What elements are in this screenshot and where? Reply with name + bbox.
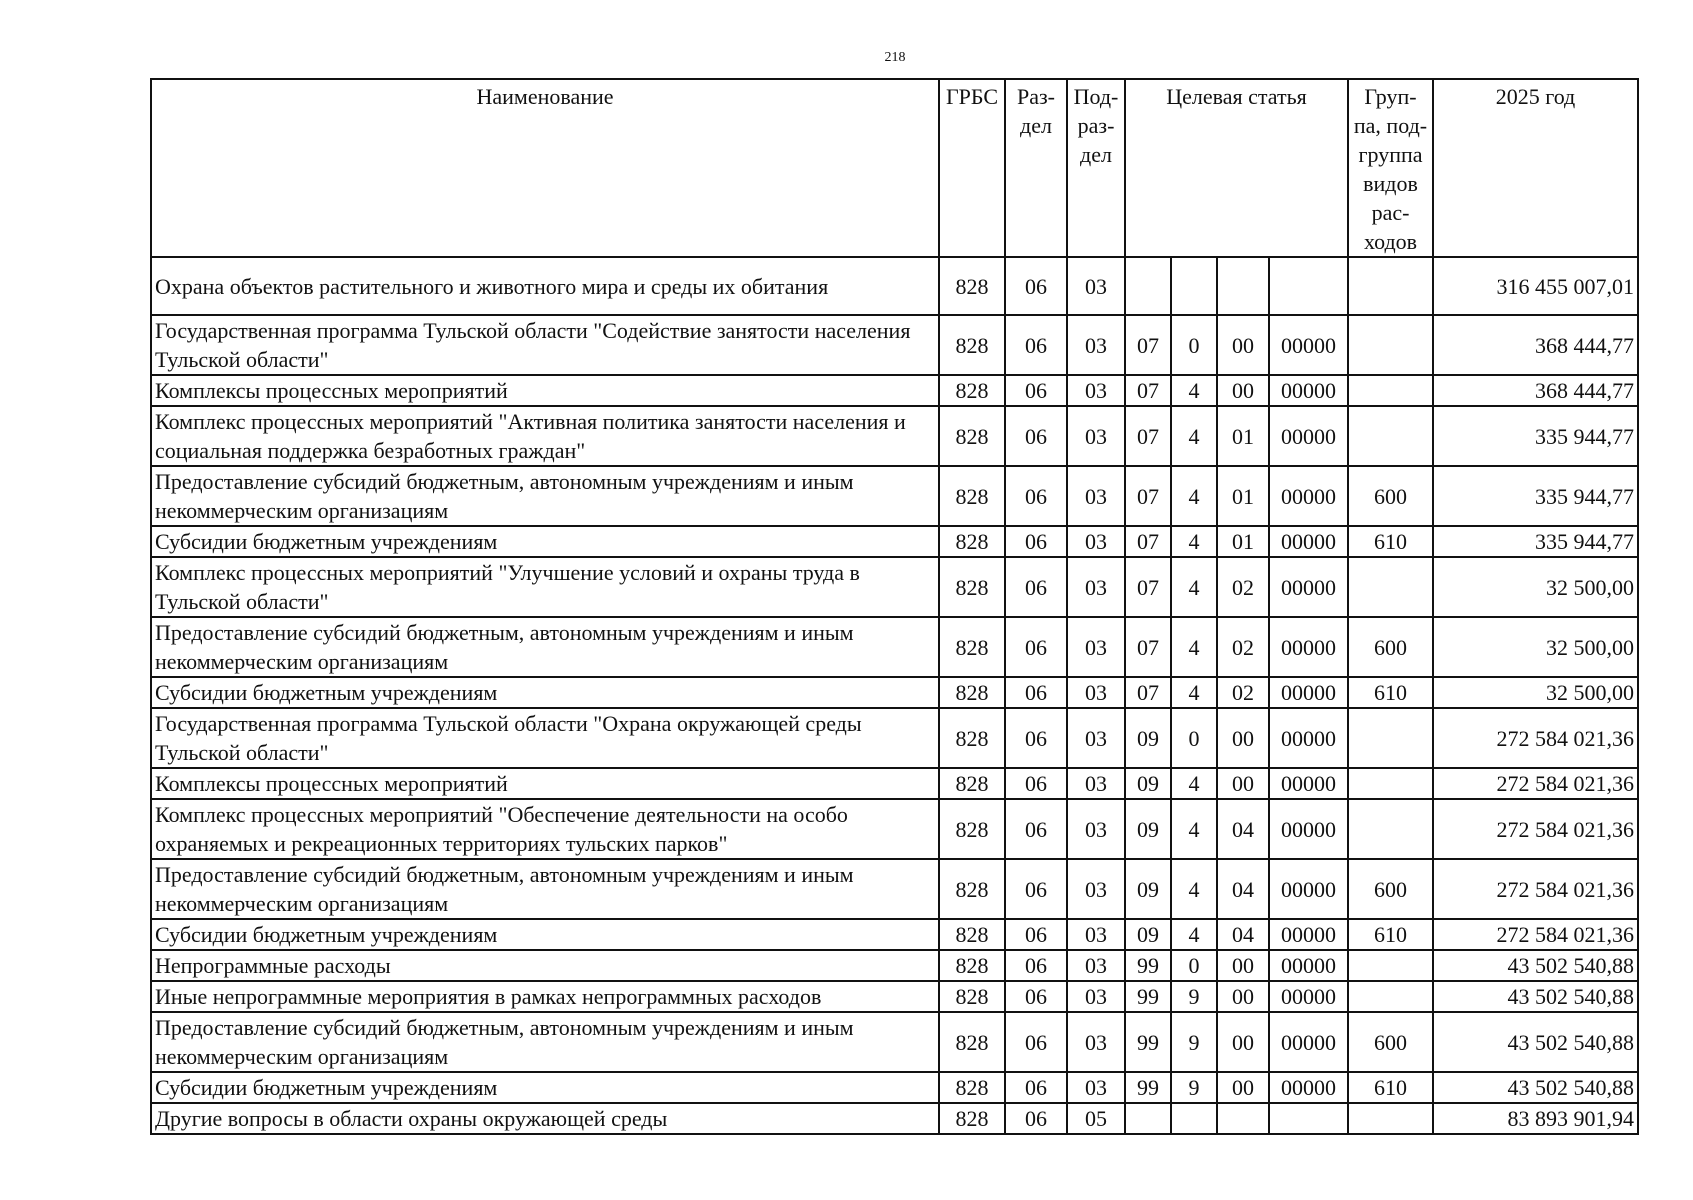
row-target-program: 07 (1125, 466, 1171, 526)
row-target-program: 07 (1125, 677, 1171, 708)
row-razdel: 06 (1005, 799, 1067, 859)
row-grbs: 828 (939, 375, 1005, 406)
row-name: Субсидии бюджетным учреждениям (151, 526, 939, 557)
row-target-event: 00 (1217, 950, 1269, 981)
row-amount: 43 502 540,88 (1433, 950, 1638, 981)
row-amount: 272 584 021,36 (1433, 859, 1638, 919)
row-target-event: 01 (1217, 466, 1269, 526)
row-podrazdel: 03 (1067, 768, 1125, 799)
table-body (151, 257, 1638, 1134)
row-amount: 43 502 540,88 (1433, 981, 1638, 1012)
table-row (151, 257, 1638, 315)
row-podrazdel: 03 (1067, 919, 1125, 950)
row-target-subprogram (1171, 257, 1217, 315)
table-row (151, 677, 1638, 708)
row-amount: 32 500,00 (1433, 677, 1638, 708)
row-target-direction: 00000 (1269, 617, 1348, 677)
row-amount: 335 944,77 (1433, 526, 1638, 557)
header-expense-group: Груп- па, под- группа видов рас- ходов (1348, 79, 1433, 257)
row-grbs: 828 (939, 677, 1005, 708)
row-grbs: 828 (939, 919, 1005, 950)
table-row (151, 950, 1638, 981)
row-amount: 368 444,77 (1433, 375, 1638, 406)
header-target-article: Целевая статья (1125, 79, 1348, 257)
row-target-program: 09 (1125, 859, 1171, 919)
row-target-direction: 00000 (1269, 557, 1348, 617)
table-row (151, 981, 1638, 1012)
row-razdel: 06 (1005, 950, 1067, 981)
row-grbs: 828 (939, 1072, 1005, 1103)
row-target-event: 00 (1217, 981, 1269, 1012)
row-razdel: 06 (1005, 708, 1067, 768)
row-target-direction: 00000 (1269, 466, 1348, 526)
row-podrazdel: 03 (1067, 315, 1125, 375)
row-grbs: 828 (939, 526, 1005, 557)
row-podrazdel: 03 (1067, 526, 1125, 557)
table-row (151, 1103, 1638, 1134)
row-razdel: 06 (1005, 406, 1067, 466)
row-razdel: 06 (1005, 981, 1067, 1012)
row-grbs: 828 (939, 466, 1005, 526)
row-target-program (1125, 257, 1171, 315)
header-row (151, 79, 1638, 257)
row-amount: 272 584 021,36 (1433, 919, 1638, 950)
row-amount: 335 944,77 (1433, 406, 1638, 466)
table-row (151, 768, 1638, 799)
row-podrazdel: 03 (1067, 981, 1125, 1012)
row-expense-group: 600 (1348, 859, 1433, 919)
row-podrazdel: 03 (1067, 677, 1125, 708)
row-target-direction: 00000 (1269, 799, 1348, 859)
row-razdel: 06 (1005, 919, 1067, 950)
row-target-event: 01 (1217, 526, 1269, 557)
row-amount: 368 444,77 (1433, 315, 1638, 375)
row-expense-group (1348, 257, 1433, 315)
row-expense-group (1348, 375, 1433, 406)
row-target-direction: 00000 (1269, 768, 1348, 799)
row-target-subprogram: 4 (1171, 406, 1217, 466)
row-razdel: 06 (1005, 677, 1067, 708)
row-name: Иные непрограммные мероприятия в рамках непрограммных расходов (151, 981, 939, 1012)
row-razdel: 06 (1005, 526, 1067, 557)
row-target-subprogram: 4 (1171, 919, 1217, 950)
header-podrazdel: Под- раз- дел (1067, 79, 1125, 257)
row-target-event (1217, 257, 1269, 315)
row-target-direction: 00000 (1269, 1012, 1348, 1072)
row-expense-group: 600 (1348, 466, 1433, 526)
row-target-subprogram: 4 (1171, 617, 1217, 677)
row-grbs: 828 (939, 315, 1005, 375)
row-amount: 43 502 540,88 (1433, 1012, 1638, 1072)
row-target-program: 99 (1125, 1012, 1171, 1072)
row-name: Комплекс процессных мероприятий "Активная политика занятости населения и социальная поддержка безработных граждан" (151, 406, 939, 466)
table-row (151, 526, 1638, 557)
row-target-subprogram: 4 (1171, 768, 1217, 799)
row-grbs: 828 (939, 557, 1005, 617)
row-target-program: 99 (1125, 1072, 1171, 1103)
row-name: Предоставление субсидий бюджетным, автономным учреждениям и иным некоммерческим организациям (151, 617, 939, 677)
row-razdel: 06 (1005, 315, 1067, 375)
row-target-program: 07 (1125, 315, 1171, 375)
row-amount: 335 944,77 (1433, 466, 1638, 526)
row-target-program: 07 (1125, 557, 1171, 617)
row-podrazdel: 03 (1067, 1072, 1125, 1103)
row-expense-group: 610 (1348, 677, 1433, 708)
row-amount: 272 584 021,36 (1433, 768, 1638, 799)
row-target-subprogram: 4 (1171, 526, 1217, 557)
row-target-program: 09 (1125, 768, 1171, 799)
row-target-event: 00 (1217, 708, 1269, 768)
row-target-event: 04 (1217, 919, 1269, 950)
row-podrazdel: 03 (1067, 708, 1125, 768)
row-target-direction (1269, 257, 1348, 315)
table-row (151, 1012, 1638, 1072)
row-podrazdel: 03 (1067, 406, 1125, 466)
table-row (151, 406, 1638, 466)
row-amount: 83 893 901,94 (1433, 1103, 1638, 1134)
header-year-2025: 2025 год (1433, 79, 1638, 257)
row-expense-group (1348, 768, 1433, 799)
row-target-program: 99 (1125, 981, 1171, 1012)
header-name: Наименование (151, 79, 939, 257)
row-target-direction: 00000 (1269, 950, 1348, 981)
row-expense-group (1348, 557, 1433, 617)
row-target-program: 07 (1125, 375, 1171, 406)
row-podrazdel: 03 (1067, 799, 1125, 859)
table-row (151, 466, 1638, 526)
row-amount: 43 502 540,88 (1433, 1072, 1638, 1103)
row-name: Комплексы процессных мероприятий (151, 768, 939, 799)
row-amount: 272 584 021,36 (1433, 799, 1638, 859)
row-target-direction: 00000 (1269, 526, 1348, 557)
row-amount: 32 500,00 (1433, 617, 1638, 677)
row-target-subprogram: 4 (1171, 557, 1217, 617)
row-razdel: 06 (1005, 557, 1067, 617)
row-target-program: 99 (1125, 950, 1171, 981)
row-target-direction: 00000 (1269, 677, 1348, 708)
table-row (151, 799, 1638, 859)
row-grbs: 828 (939, 406, 1005, 466)
row-target-event: 01 (1217, 406, 1269, 466)
row-target-subprogram: 4 (1171, 859, 1217, 919)
row-name: Государственная программа Тульской области "Охрана окружающей среды Тульской области" (151, 708, 939, 768)
row-target-program: 07 (1125, 406, 1171, 466)
table-row (151, 617, 1638, 677)
row-podrazdel: 03 (1067, 557, 1125, 617)
row-target-subprogram: 4 (1171, 677, 1217, 708)
row-target-event: 02 (1217, 677, 1269, 708)
row-target-event: 02 (1217, 617, 1269, 677)
row-razdel: 06 (1005, 1012, 1067, 1072)
table-row (151, 1072, 1638, 1103)
row-grbs: 828 (939, 859, 1005, 919)
row-grbs: 828 (939, 1103, 1005, 1134)
row-expense-group (1348, 981, 1433, 1012)
row-name: Комплекс процессных мероприятий "Обеспечение деятельности на особо охраняемых и рекреационных территориях тульских парков" (151, 799, 939, 859)
row-target-subprogram: 0 (1171, 315, 1217, 375)
row-target-direction: 00000 (1269, 919, 1348, 950)
row-razdel: 06 (1005, 257, 1067, 315)
row-target-program: 07 (1125, 526, 1171, 557)
row-target-subprogram: 0 (1171, 708, 1217, 768)
row-target-program: 09 (1125, 799, 1171, 859)
budget-table (150, 78, 1639, 1135)
row-target-direction: 00000 (1269, 708, 1348, 768)
row-name: Комплекс процессных мероприятий "Улучшение условий и охраны труда в Тульской области" (151, 557, 939, 617)
row-target-event: 00 (1217, 1012, 1269, 1072)
row-podrazdel: 03 (1067, 617, 1125, 677)
row-target-subprogram: 0 (1171, 950, 1217, 981)
row-expense-group: 600 (1348, 617, 1433, 677)
row-razdel: 06 (1005, 1072, 1067, 1103)
row-target-program (1125, 1103, 1171, 1134)
row-expense-group (1348, 708, 1433, 768)
row-razdel: 06 (1005, 375, 1067, 406)
row-name: Предоставление субсидий бюджетным, автономным учреждениям и иным некоммерческим организациям (151, 466, 939, 526)
row-target-event: 04 (1217, 799, 1269, 859)
row-expense-group (1348, 950, 1433, 981)
row-target-direction (1269, 1103, 1348, 1134)
row-target-subprogram: 9 (1171, 1012, 1217, 1072)
table-row (151, 859, 1638, 919)
row-target-subprogram: 4 (1171, 466, 1217, 526)
row-target-event: 00 (1217, 1072, 1269, 1103)
row-target-subprogram: 9 (1171, 1072, 1217, 1103)
row-target-event (1217, 1103, 1269, 1134)
row-amount: 272 584 021,36 (1433, 708, 1638, 768)
table-row (151, 375, 1638, 406)
row-razdel: 06 (1005, 1103, 1067, 1134)
row-name: Предоставление субсидий бюджетным, автономным учреждениям и иным некоммерческим организациям (151, 859, 939, 919)
row-name: Государственная программа Тульской области "Содействие занятости населения Тульской области" (151, 315, 939, 375)
row-grbs: 828 (939, 981, 1005, 1012)
row-podrazdel: 03 (1067, 859, 1125, 919)
row-name: Субсидии бюджетным учреждениям (151, 919, 939, 950)
row-grbs: 828 (939, 1012, 1005, 1072)
row-target-program: 09 (1125, 708, 1171, 768)
row-podrazdel: 03 (1067, 950, 1125, 981)
header-grbs: ГРБС (939, 79, 1005, 257)
row-target-program: 09 (1125, 919, 1171, 950)
row-razdel: 06 (1005, 768, 1067, 799)
row-name: Субсидии бюджетным учреждениям (151, 677, 939, 708)
row-grbs: 828 (939, 617, 1005, 677)
header-razdel: Раз- дел (1005, 79, 1067, 257)
row-expense-group (1348, 315, 1433, 375)
row-target-subprogram: 4 (1171, 375, 1217, 406)
row-target-direction: 00000 (1269, 1072, 1348, 1103)
row-target-subprogram (1171, 1103, 1217, 1134)
row-podrazdel: 03 (1067, 466, 1125, 526)
page-number: 218 (884, 50, 906, 65)
row-target-event: 00 (1217, 768, 1269, 799)
row-podrazdel: 03 (1067, 257, 1125, 315)
row-grbs: 828 (939, 799, 1005, 859)
table-row (151, 919, 1638, 950)
row-target-event: 04 (1217, 859, 1269, 919)
row-name: Субсидии бюджетным учреждениям (151, 1072, 939, 1103)
row-target-subprogram: 4 (1171, 799, 1217, 859)
row-name: Охрана объектов растительного и животного мира и среды их обитания (151, 257, 939, 315)
table-row (151, 708, 1638, 768)
row-target-subprogram: 9 (1171, 981, 1217, 1012)
row-target-program: 07 (1125, 617, 1171, 677)
table-row (151, 315, 1638, 375)
row-target-event: 00 (1217, 375, 1269, 406)
row-expense-group: 610 (1348, 919, 1433, 950)
row-target-event: 02 (1217, 557, 1269, 617)
row-expense-group (1348, 799, 1433, 859)
row-razdel: 06 (1005, 859, 1067, 919)
row-name: Другие вопросы в области охраны окружающей среды (151, 1103, 939, 1134)
row-target-event: 00 (1217, 315, 1269, 375)
row-podrazdel: 03 (1067, 375, 1125, 406)
row-target-direction: 00000 (1269, 981, 1348, 1012)
row-target-direction: 00000 (1269, 375, 1348, 406)
row-grbs: 828 (939, 257, 1005, 315)
row-name: Непрограммные расходы (151, 950, 939, 981)
row-razdel: 06 (1005, 617, 1067, 677)
row-grbs: 828 (939, 950, 1005, 981)
row-razdel: 06 (1005, 466, 1067, 526)
row-target-direction: 00000 (1269, 406, 1348, 466)
row-name: Предоставление субсидий бюджетным, автономным учреждениям и иным некоммерческим организациям (151, 1012, 939, 1072)
row-name: Комплексы процессных мероприятий (151, 375, 939, 406)
row-amount: 316 455 007,01 (1433, 257, 1638, 315)
row-expense-group: 600 (1348, 1012, 1433, 1072)
row-expense-group: 610 (1348, 1072, 1433, 1103)
row-expense-group (1348, 1103, 1433, 1134)
row-podrazdel: 05 (1067, 1103, 1125, 1134)
row-podrazdel: 03 (1067, 1012, 1125, 1072)
row-grbs: 828 (939, 768, 1005, 799)
row-target-direction: 00000 (1269, 859, 1348, 919)
row-amount: 32 500,00 (1433, 557, 1638, 617)
row-expense-group: 610 (1348, 526, 1433, 557)
row-expense-group (1348, 406, 1433, 466)
row-grbs: 828 (939, 708, 1005, 768)
table-row (151, 557, 1638, 617)
row-target-direction: 00000 (1269, 315, 1348, 375)
